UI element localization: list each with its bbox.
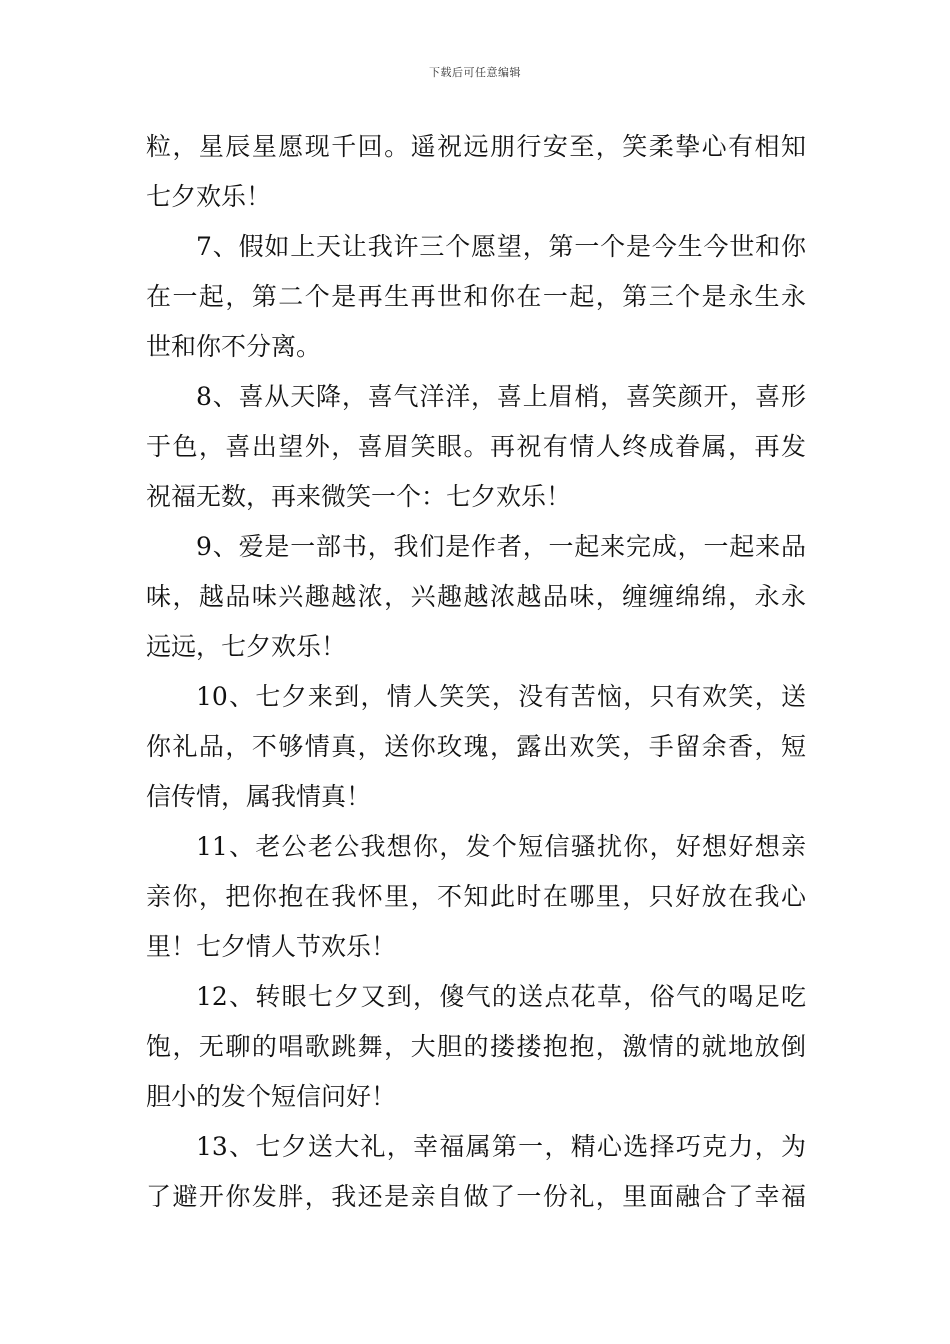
text-line: 世和你不分离。 bbox=[146, 332, 322, 361]
text-line: 信传情，属我情真！ bbox=[146, 782, 372, 811]
paragraph-start-line: 11、老公老公我想你，发个短信骚扰你，好想好想亲 bbox=[196, 832, 806, 861]
text-line: 里！七夕情人节欢乐！ bbox=[146, 932, 397, 961]
text-line: 祝福无数，再来微笑一个：七夕欢乐！ bbox=[146, 482, 572, 511]
paragraph-start-line: 9、爱是一部书，我们是作者，一起来完成，一起来品 bbox=[196, 532, 806, 561]
paragraph-start-line: 12、转眼七夕又到，傻气的送点花草，俗气的喝足吃 bbox=[196, 982, 806, 1011]
text-line: 你礼品，不够情真，送你玫瑰，露出欢笑，手留余香，短 bbox=[146, 732, 806, 761]
paragraph-start-line: 7、假如上天让我许三个愿望，第一个是今生今世和你 bbox=[196, 232, 806, 261]
text-line: 亲你，把你抱在我怀里，不知此时在哪里，只好放在我心 bbox=[146, 882, 806, 911]
document-body bbox=[146, 122, 806, 1222]
text-line: 味，越品味兴趣越浓，兴趣越浓越品味，缠缠绵绵，永永 bbox=[146, 582, 806, 611]
text-line: 七夕欢乐！ bbox=[146, 182, 272, 211]
text-line: 在一起，第二个是再生再世和你在一起，第三个是永生永 bbox=[146, 282, 806, 311]
text-line: 于色，喜出望外，喜眉笑眼。再祝有情人终成眷属，再发 bbox=[146, 432, 806, 461]
text-line: 粒，星辰星愿现千回。遥祝远朋行安至，笑柔挚心有相知 bbox=[146, 132, 806, 161]
page-header: 下载后可任意编辑 bbox=[429, 66, 521, 79]
paragraph-start-line: 8、喜从天降，喜气洋洋，喜上眉梢，喜笑颜开，喜形 bbox=[196, 382, 806, 411]
text-line: 远远，七夕欢乐！ bbox=[146, 632, 347, 661]
text-line: 了避开你发胖，我还是亲自做了一份礼，里面融合了幸福 bbox=[146, 1182, 806, 1211]
paragraph-start-line: 13、七夕送大礼，幸福属第一，精心选择巧克力，为 bbox=[196, 1132, 806, 1161]
text-line: 胆小的发个短信问好！ bbox=[146, 1082, 397, 1111]
paragraph-start-line: 10、七夕来到，情人笑笑，没有苦恼，只有欢笑，送 bbox=[196, 682, 806, 711]
text-line: 饱，无聊的唱歌跳舞，大胆的搂搂抱抱，激情的就地放倒 bbox=[146, 1032, 806, 1061]
